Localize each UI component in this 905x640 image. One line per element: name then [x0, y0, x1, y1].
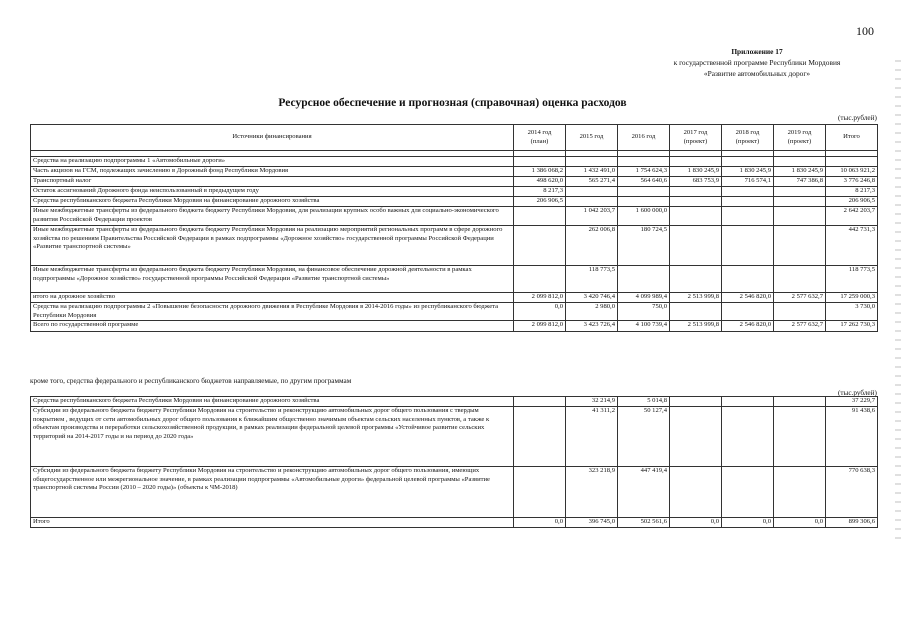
- value-cell: [774, 303, 826, 321]
- table-row: [31, 266, 878, 293]
- value-cell: [670, 266, 722, 293]
- value-cell: [774, 397, 826, 407]
- value-cell: 0,0: [514, 303, 566, 321]
- value-cell: [774, 207, 826, 226]
- value-cell: 17 262 730,3: [826, 321, 878, 332]
- table-row: [31, 197, 878, 207]
- row-label: Средства республиканского бюджета Республики Мордовия на финансирование дорожного хозяйства: [31, 397, 514, 407]
- main-funding-table: [30, 124, 878, 332]
- value-cell: 50 127,4: [618, 407, 670, 467]
- value-cell: 180 724,5: [618, 226, 670, 266]
- value-cell: [514, 407, 566, 467]
- value-cell: 2 546 820,0: [722, 321, 774, 332]
- value-cell: 2 980,0: [566, 303, 618, 321]
- value-cell: 2 546 820,0: [722, 293, 774, 303]
- value-cell: 206 906,5: [826, 197, 878, 207]
- table-row: [31, 518, 878, 528]
- row-label: Транспортный налог: [31, 177, 514, 187]
- value-cell: [722, 266, 774, 293]
- row-label: Субсидии из федерального бюджета бюджету Республики Мордовия на строительство и реконструкцию автомобильных дорог общего пользования с твердым покрытием , ведущих от сети автомобильных дорог общего пользования к ближайшим общественно значимым объектам сельских населенных пунктов, а также к объектам производства и переработки сельскохозяйственной продукции, в рамках реализации федеральной целевой программы «Устойчивое развитие сельских территорий на 2014-2017 годы и на период до 2020 года»: [31, 407, 514, 467]
- row-label: Субсидии из федерального бюджета бюджету Республики Мордовия на строительство и реконструкцию автомобильных дорог общего пользования, имеющих общегосударственное или межрегиональное значение, в рамках реализации подпрограммы «Автомобильные дороги» федеральной целевой программы «Развитие транспортной системы России (2010 – 2020 годы)» (объекты к ЧМ-2018): [31, 467, 514, 518]
- value-cell: [670, 467, 722, 518]
- value-cell: 1 432 491,0: [566, 167, 618, 177]
- page-number: 100: [856, 24, 874, 38]
- header-year-2019: 2019 год (проект): [774, 125, 826, 151]
- value-cell: 899 306,6: [826, 518, 878, 528]
- value-cell: 118 773,5: [566, 266, 618, 293]
- other-programs-note: кроме того, средства федерального и республиканского бюджетов направляемые, по другим программам: [30, 377, 352, 385]
- value-cell: 2 577 632,7: [774, 321, 826, 332]
- row-label: Часть акцизов на ГСМ, подлежащих зачислению в Дорожный фонд Республики Мордовия: [31, 167, 514, 177]
- value-cell: 2 642 203,7: [826, 207, 878, 226]
- table-row: [31, 321, 878, 332]
- row-label: итого на дорожное хозяйство: [31, 293, 514, 303]
- value-cell: 1 042 203,7: [566, 207, 618, 226]
- table-row: [31, 397, 878, 407]
- value-cell: 1 830 245,9: [670, 167, 722, 177]
- header-year-2017: 2017 год (проект): [670, 125, 722, 151]
- value-cell: 3 776 246,8: [826, 177, 878, 187]
- value-cell: 1 830 245,9: [722, 167, 774, 177]
- appendix-title: Приложение 17: [731, 47, 783, 56]
- other-programs-table: [30, 396, 878, 528]
- value-cell: 2 513 999,8: [670, 321, 722, 332]
- value-cell: 0,0: [670, 518, 722, 528]
- value-cell: [774, 266, 826, 293]
- table-row: [31, 226, 878, 266]
- scan-edge-noise: [895, 60, 901, 540]
- unit-label: (тыс.рублей): [838, 114, 877, 122]
- value-cell: [670, 197, 722, 207]
- value-cell: 396 745,0: [566, 518, 618, 528]
- value-cell: 3 420 746,4: [566, 293, 618, 303]
- value-cell: 2 099 812,0: [514, 293, 566, 303]
- document-title: Ресурсное обеспечение и прогнозная (справочная) оценка расходов: [278, 97, 627, 109]
- appendix-line1: к государственной программе Республики Мордовия: [673, 58, 841, 67]
- value-cell: 262 006,8: [566, 226, 618, 266]
- table-row: [31, 177, 878, 187]
- value-cell: [670, 207, 722, 226]
- value-cell: [618, 266, 670, 293]
- row-label: Всего по государственной программе: [31, 321, 514, 332]
- value-cell: [722, 197, 774, 207]
- table-row: [31, 407, 878, 467]
- value-cell: [514, 467, 566, 518]
- value-cell: 2 577 632,7: [774, 293, 826, 303]
- value-cell: [514, 397, 566, 407]
- value-cell: 1 386 068,2: [514, 167, 566, 177]
- value-cell: 1 754 624,3: [618, 167, 670, 177]
- value-cell: 4 099 989,4: [618, 293, 670, 303]
- value-cell: [722, 397, 774, 407]
- value-cell: 5 014,8: [618, 397, 670, 407]
- value-cell: 3 423 726,4: [566, 321, 618, 332]
- table-header-row: [31, 125, 878, 151]
- value-cell: [774, 197, 826, 207]
- row-label: Иные межбюджетные трансферты из федерального бюджета бюджету Республики Мордовия, для реализации крупных особо важных для социально-экономического развития Российской Федерации проектов: [31, 207, 514, 226]
- value-cell: [774, 407, 826, 467]
- value-cell: [722, 207, 774, 226]
- value-cell: [774, 187, 826, 197]
- value-cell: 750,0: [618, 303, 670, 321]
- value-cell: 4 100 739,4: [618, 321, 670, 332]
- value-cell: 447 419,4: [618, 467, 670, 518]
- header-year-2015: 2015 год: [566, 125, 618, 151]
- value-cell: 37 229,7: [826, 397, 878, 407]
- value-cell: 1 830 245,9: [774, 167, 826, 177]
- value-cell: [566, 187, 618, 197]
- value-cell: 716 574,1: [722, 177, 774, 187]
- value-cell: [722, 157, 774, 167]
- value-cell: 206 906,5: [514, 197, 566, 207]
- row-label: Иные межбюджетные трансферты из федерального бюджета бюджету Республики Мордовия на реализацию мероприятий региональных программ в сфере дорожного хозяйства по решениям Правительства Российской Федерации в рамках подпрограммы «Дорожное хозяйство» государственной программы Российской Федерации «Развитие транспортной системы»: [31, 226, 514, 266]
- value-cell: 442 731,3: [826, 226, 878, 266]
- header-source: Источники финансирования: [31, 125, 514, 151]
- value-cell: 564 640,6: [618, 177, 670, 187]
- value-cell: [670, 397, 722, 407]
- row-label: Остаток ассигнований Дорожного фонда неиспользованный в предыдущем году: [31, 187, 514, 197]
- value-cell: 498 620,0: [514, 177, 566, 187]
- value-cell: [618, 187, 670, 197]
- row-label: Средства республиканского бюджета Республики Мордовия на финансирование дорожного хозяйства: [31, 197, 514, 207]
- value-cell: [774, 226, 826, 266]
- value-cell: [670, 303, 722, 321]
- value-cell: [722, 226, 774, 266]
- value-cell: 3 730,0: [826, 303, 878, 321]
- value-cell: [514, 266, 566, 293]
- value-cell: 8 217,3: [514, 187, 566, 197]
- value-cell: 91 438,6: [826, 407, 878, 467]
- value-cell: 0,0: [514, 518, 566, 528]
- row-label: Иные межбюджетные трансферты из федерального бюджета бюджету Республики Мордовия, на финансовое обеспечение дорожной деятельности в рамках подпрограммы «Дорожное хозяйство» государственной программы Российской Федерации «Развитие транспортной системы»: [31, 266, 514, 293]
- row-label: Итого: [31, 518, 514, 528]
- value-cell: 770 638,3: [826, 467, 878, 518]
- table-row: [31, 167, 878, 177]
- value-cell: [774, 467, 826, 518]
- table-row: [31, 207, 878, 226]
- value-cell: [826, 157, 878, 167]
- value-cell: [618, 197, 670, 207]
- table-row: [31, 467, 878, 518]
- value-cell: 10 063 921,2: [826, 167, 878, 177]
- value-cell: 2 099 812,0: [514, 321, 566, 332]
- table-row: [31, 187, 878, 197]
- value-cell: 0,0: [774, 518, 826, 528]
- value-cell: 17 259 000,3: [826, 293, 878, 303]
- value-cell: 502 561,6: [618, 518, 670, 528]
- value-cell: [722, 187, 774, 197]
- unit-label-2: (тыс.рублей): [838, 389, 877, 397]
- value-cell: [514, 226, 566, 266]
- value-cell: [722, 467, 774, 518]
- row-label: Средства на реализацию подпрограммы 1 «Автомобильные дороги»: [31, 157, 514, 167]
- value-cell: 565 271,4: [566, 177, 618, 187]
- value-cell: [566, 157, 618, 167]
- value-cell: [722, 303, 774, 321]
- value-cell: 41 311,2: [566, 407, 618, 467]
- table-row: [31, 293, 878, 303]
- header-year-2016: 2016 год: [618, 125, 670, 151]
- value-cell: [618, 157, 670, 167]
- value-cell: 1 600 000,0: [618, 207, 670, 226]
- appendix-block: [627, 46, 887, 79]
- header-total: Итого: [826, 125, 878, 151]
- value-cell: [566, 197, 618, 207]
- value-cell: 683 753,9: [670, 177, 722, 187]
- value-cell: 8 217,3: [826, 187, 878, 197]
- header-year-2014: 2014 год (план): [514, 125, 566, 151]
- value-cell: [670, 226, 722, 266]
- value-cell: 747 386,8: [774, 177, 826, 187]
- value-cell: 2 513 999,8: [670, 293, 722, 303]
- value-cell: [722, 407, 774, 467]
- value-cell: 118 773,5: [826, 266, 878, 293]
- value-cell: 323 218,9: [566, 467, 618, 518]
- row-label: Средства на реализацию подпрограммы 2 «Повышение безопасности дорожного движения в Республике Мордовия в 2014-2016 годы» из республиканского бюджета Республики Мордовия: [31, 303, 514, 321]
- value-cell: [514, 157, 566, 167]
- value-cell: [670, 407, 722, 467]
- value-cell: 0,0: [722, 518, 774, 528]
- table-row: [31, 303, 878, 321]
- value-cell: [670, 187, 722, 197]
- value-cell: [514, 207, 566, 226]
- value-cell: 32 214,9: [566, 397, 618, 407]
- appendix-line2: «Развитие автомобильных дорог»: [703, 69, 811, 78]
- value-cell: [670, 157, 722, 167]
- value-cell: [774, 157, 826, 167]
- header-year-2018: 2018 год (проект): [722, 125, 774, 151]
- table-row: [31, 157, 878, 167]
